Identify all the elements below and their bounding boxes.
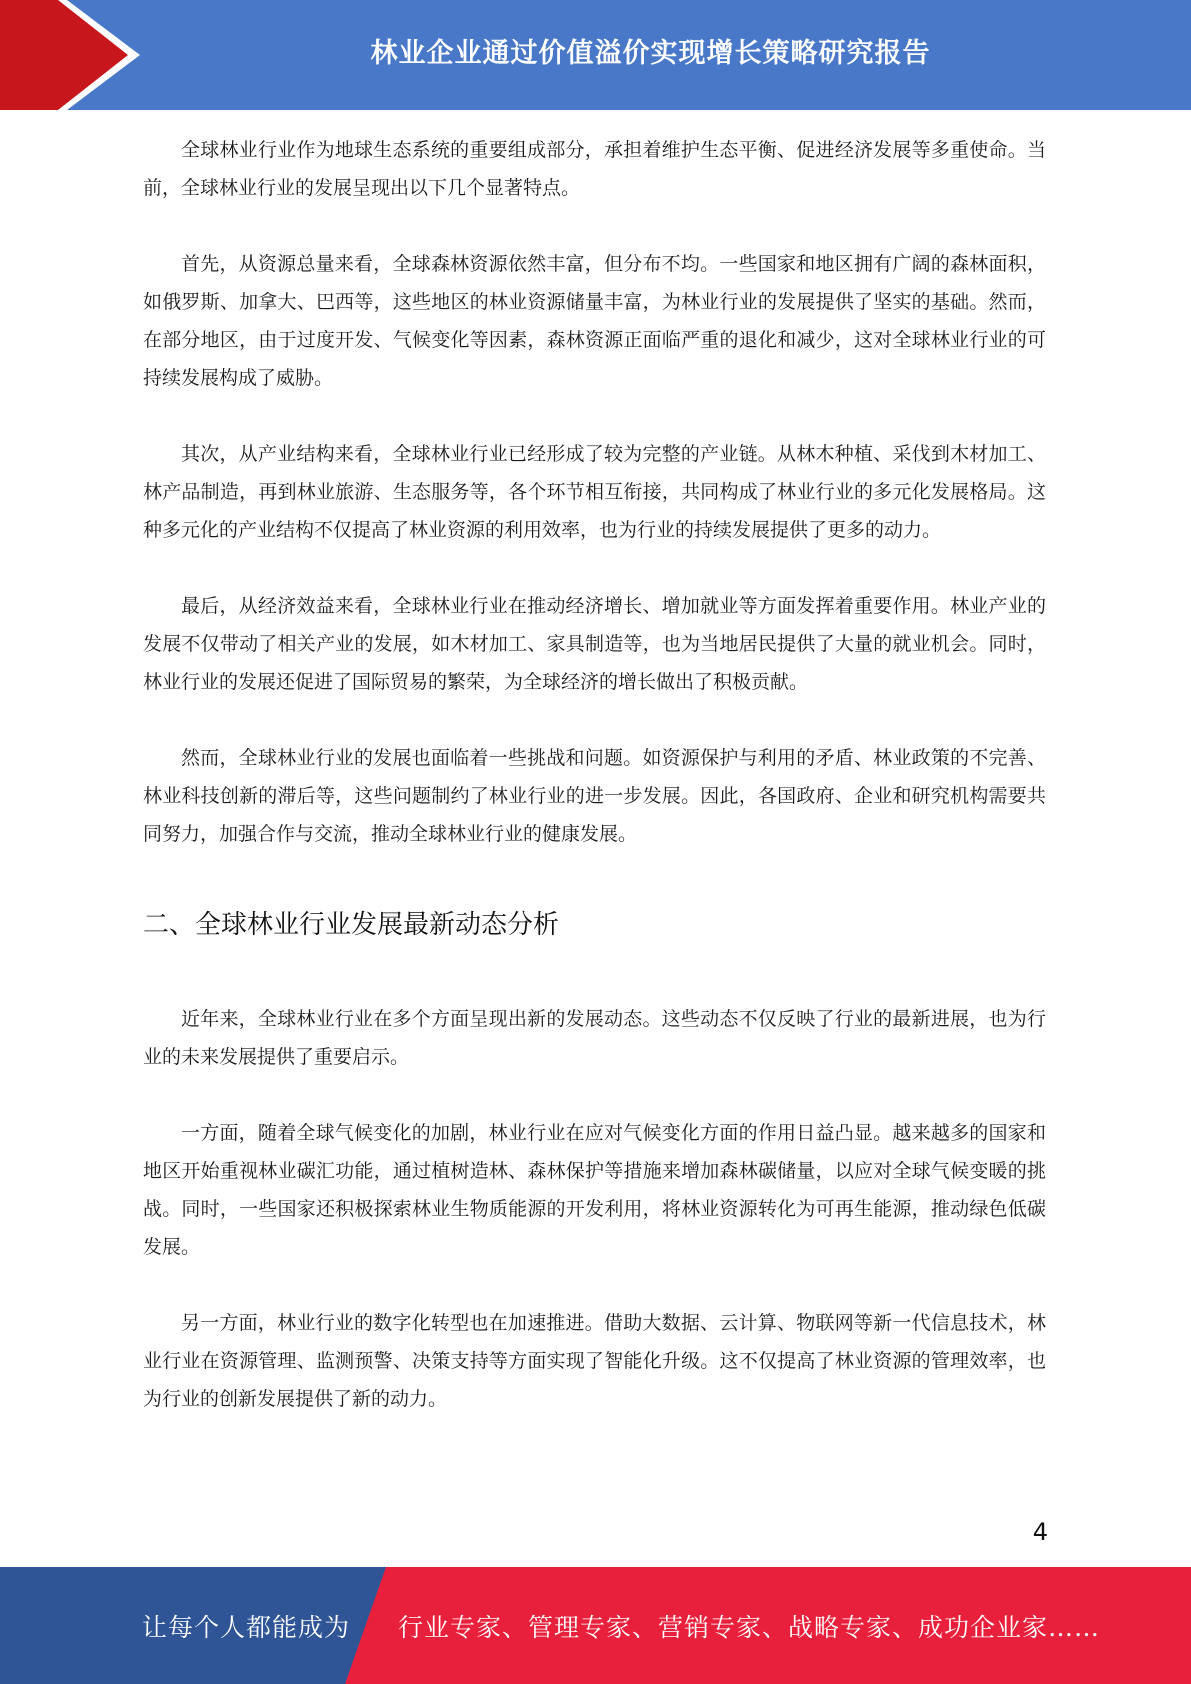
paragraph: 近年来，全球林业行业在多个方面呈现出新的发展动态。这些动态不仅反映了行业的最新进展，也为行业的未来发展提供了重要启示。	[143, 1008, 1046, 1068]
paragraph: 另一方面，林业行业的数字化转型也在加速推进。借助大数据、云计算、物联网等新一代信息技术，林业行业在资源管理、监测预警、决策支持等方面实现了智能化升级。这不仅提高了林业资源的管理效率，也为行业的创新发展提供了新的动力。	[143, 1312, 1046, 1410]
paragraph: 然而，全球林业行业的发展也面临着一些挑战和问题。如资源保护与利用的矛盾、林业政策的不完善、林业科技创新的滞后等，这些问题制约了林业行业的进一步发展。因此，各国政府、企业和研究机构需要共同努力，加强合作与交流，推动全球林业行业的健康发展。	[143, 747, 1046, 845]
page-content	[143, 131, 1046, 1456]
paragraph: 一方面，随着全球气候变化的加剧，林业行业在应对气候变化方面的作用日益凸显。越来越多的国家和地区开始重视林业碳汇功能，通过植树造林、森林保护等措施来增加森林碳储量，以应对全球气候变暖的挑战。同时，一些国家还积极探索林业生物质能源的开发利用，将林业资源转化为可再生能源，推动绿色低碳发展。	[143, 1122, 1046, 1258]
page-footer	[0, 1567, 1191, 1684]
paragraph: 全球林业行业作为地球生态系统的重要组成部分，承担着维护生态平衡、促进经济发展等多重使命。当前，全球林业行业的发展呈现出以下几个显著特点。	[143, 139, 1046, 199]
paragraph: 首先，从资源总量来看，全球森林资源依然丰富，但分布不均。一些国家和地区拥有广阔的森林面积，如俄罗斯、加拿大、巴西等，这些地区的林业资源储量丰富，为林业行业的发展提供了坚实的基础。然而，在部分地区，由于过度开发、气候变化等因素，森林资源正面临严重的退化和减少，这对全球林业行业的可持续发展构成了威胁。	[143, 253, 1046, 389]
header-chevron-graphic	[0, 0, 160, 110]
footer-slogan-right: 行业专家、管理专家、营销专家、战略专家、成功企业家……	[398, 1612, 1101, 1642]
paragraph: 最后，从经济效益来看，全球林业行业在推动经济增长、增加就业等方面发挥着重要作用。林业产业的发展不仅带动了相关产业的发展，如木材加工、家具制造等，也为当地居民提供了大量的就业机会。同时，林业行业的发展还促进了国际贸易的繁荣，为全球经济的增长做出了积极贡献。	[143, 595, 1046, 693]
footer-slogan-left: 让每个人都能成为	[142, 1612, 351, 1642]
section-heading: 二、全球林业行业发展最新动态分析	[143, 910, 560, 940]
report-title: 林业企业通过价值溢价实现增长策略研究报告	[370, 37, 931, 69]
paragraph: 其次，从产业结构来看，全球林业行业已经形成了较为完整的产业链。从林木种植、采伐到木材加工、林产品制造，再到林业旅游、生态服务等，各个环节相互衔接，共同构成了林业行业的多元化发展格局。这种多元化的产业结构不仅提高了林业资源的利用效率，也为行业的持续发展提供了更多的动力。	[143, 443, 1046, 541]
page-header	[0, 0, 1191, 110]
page-number: 4	[1032, 1518, 1048, 1546]
